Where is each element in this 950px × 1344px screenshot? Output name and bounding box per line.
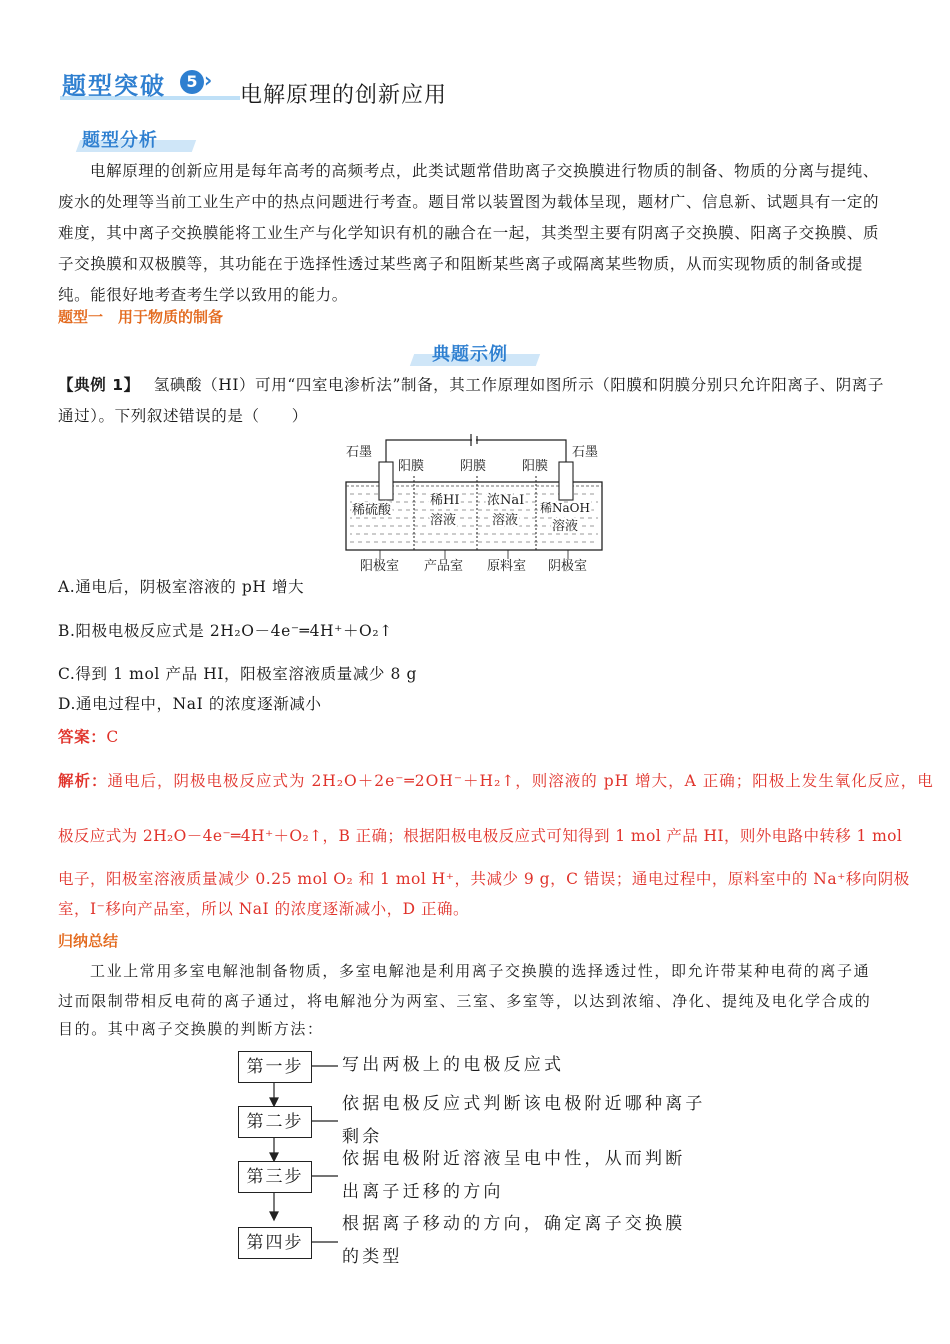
battery-gap — [472, 438, 476, 442]
analysis-banner-text: 题型分析 — [82, 130, 158, 151]
summary-line-1: 工业上常用多室电解池制备物质，多室电解池是利用离子交换膜的选择透过性，即允许带某种电荷的离子通 — [90, 962, 871, 980]
summary-line-3: 目的。其中离子交换膜的判断方法： — [58, 1020, 324, 1038]
example-question-text: 氢碘酸（HI）可用“四室电渗析法”制备，其工作原理如图所示（阳膜和阴膜分别只允许阳离子、阴离子通过）。下列叙述错误的是（ ） — [58, 376, 884, 425]
step-3-text-1: 依据电极附近溶液呈电中性，从而判断 — [342, 1149, 686, 1169]
chamber-label-1: 阳极室 — [360, 559, 400, 572]
example-banner-text: 典题示例 — [432, 344, 508, 365]
solution-1-line1: 稀硫酸 — [352, 503, 392, 518]
membrane-label-1: 阳膜 — [398, 459, 425, 474]
membrane-label-3: 阳膜 — [522, 459, 549, 474]
membrane-label-2: 阴膜 — [460, 459, 487, 474]
electrolysis-diagram — [340, 432, 610, 572]
step-4-text-1: 根据离子移动的方向，确定离子交换膜 — [342, 1214, 686, 1234]
option-c: C.得到 1 mol 产品 HI，阳极室溶液质量减少 8 g — [58, 665, 418, 683]
summary-label: 归纳总结 — [58, 932, 119, 950]
option-a: A.通电后，阴极室溶液的 pH 增大 — [58, 578, 305, 596]
chamber-label-4: 阴极室 — [548, 559, 588, 572]
right-electrode — [559, 462, 573, 500]
analysis-line-3: 电子，阳极室溶液质量减少 0.25 mol O₂ 和 1 mol H⁺，共减少 9 g，C 错误；通电过程中，原料室中的 Na⁺移向阴极 — [58, 870, 910, 888]
type1-label: 题型一 用于物质的制备 — [58, 308, 224, 326]
option-d: D.通电过程中，NaI 的浓度逐渐减小 — [58, 695, 322, 713]
chamber-pointers — [380, 550, 568, 559]
solution-4-line1: 稀NaOH — [540, 501, 590, 515]
analysis-body: 电解原理的创新应用是每年高考的高频考点，此类试题常借助离子交换膜进行物质的制备、物质的分离与提纯、废水的处理等当前工业生产中的热点问题进行考查。题目常以装置图为载体呈现，题材广、信息新、试题具有一定的难度，其中离子交换膜能将工业生产与化学知识有机的融合在一起，其类型主要有阴离子交换膜、阳离子交换膜、质子交换膜和双极膜等，其功能在于选择性透过某些离子和阻断某些离子或隔离某些物质，从而实现物质的制备或提纯。能很好地考查考生学以致用的能力。 — [58, 162, 880, 304]
left-electrode — [379, 462, 393, 500]
analysis-line-1 — [58, 766, 934, 797]
step-1-text: 写出两极上的电极反应式 — [342, 1055, 565, 1075]
step-3-text-2: 出离子迁移的方向 — [342, 1182, 504, 1202]
example-banner — [410, 338, 540, 368]
arrow-2-head — [270, 1153, 278, 1161]
header-badge — [58, 62, 218, 102]
step-2-text-2: 剩余 — [342, 1127, 383, 1147]
step-4-text-2: 的类型 — [342, 1247, 403, 1267]
example-tag: 【典例 1】 — [58, 376, 140, 394]
step-3-box: 第三步 — [238, 1161, 312, 1193]
solution-4-line2: 溶液 — [552, 519, 579, 534]
arrow-1-head — [270, 1098, 278, 1106]
badge-number-icon: 5 — [180, 70, 204, 94]
step-4-box: 第四步 — [238, 1227, 312, 1259]
solution-3-line1: 浓NaI — [487, 493, 525, 508]
chamber-label-2: 产品室 — [424, 559, 464, 572]
analysis-label: 解析： — [58, 772, 108, 790]
answer — [58, 722, 119, 753]
page-title: 电解原理的创新应用 — [240, 83, 448, 108]
solution-3-line2: 溶液 — [492, 513, 519, 528]
solution-2-line1: 稀HI — [430, 493, 460, 508]
analysis-line-4: 室，I⁻移向产品室，所以 NaI 的浓度逐渐减小，D 正确。 — [58, 900, 469, 918]
step-2-box: 第二步 — [238, 1106, 312, 1138]
answer-label: 答案： — [58, 728, 107, 746]
step-2-text-1: 依据电极反应式判断该电极附近哪种离子 — [342, 1094, 706, 1114]
analysis-banner — [78, 124, 198, 154]
example-question — [58, 370, 892, 432]
badge-text: 题型突破 — [62, 72, 166, 100]
analysis-line-2: 极反应式为 2H₂O－4e⁻═4H⁺＋O₂↑，B 正确；根据阳极电极反应式可知得到 1 mol 产品 HI，则外电路中转移 1 mol — [58, 827, 903, 845]
step-1-box: 第一步 — [238, 1051, 312, 1083]
answer-value: C — [106, 728, 119, 746]
solution-2-line2: 溶液 — [430, 513, 457, 528]
summary-line-2: 过而限制带相反电荷的离子通过，将电解池分为两室、三室、多室等，以达到浓缩、净化、提纯及电化学合成的 — [58, 992, 872, 1010]
analysis-text-1: 通电后，阴极电极反应式为 2H₂O＋2e⁻═2OH⁻＋H₂↑，则溶液的 pH 增大，A 正确；阳极上发生氧化反应，电 — [107, 772, 934, 790]
chamber-label-3: 原料室 — [487, 559, 527, 572]
arrow-3-head — [270, 1212, 278, 1220]
electrode-left-label: 石墨 — [346, 445, 373, 460]
electrode-right-label: 石墨 — [572, 445, 599, 460]
badge-arrow-icon: › — [204, 68, 213, 92]
option-b: B.阳极电极反应式是 2H₂O－4e⁻═4H⁺＋O₂↑ — [58, 622, 393, 640]
